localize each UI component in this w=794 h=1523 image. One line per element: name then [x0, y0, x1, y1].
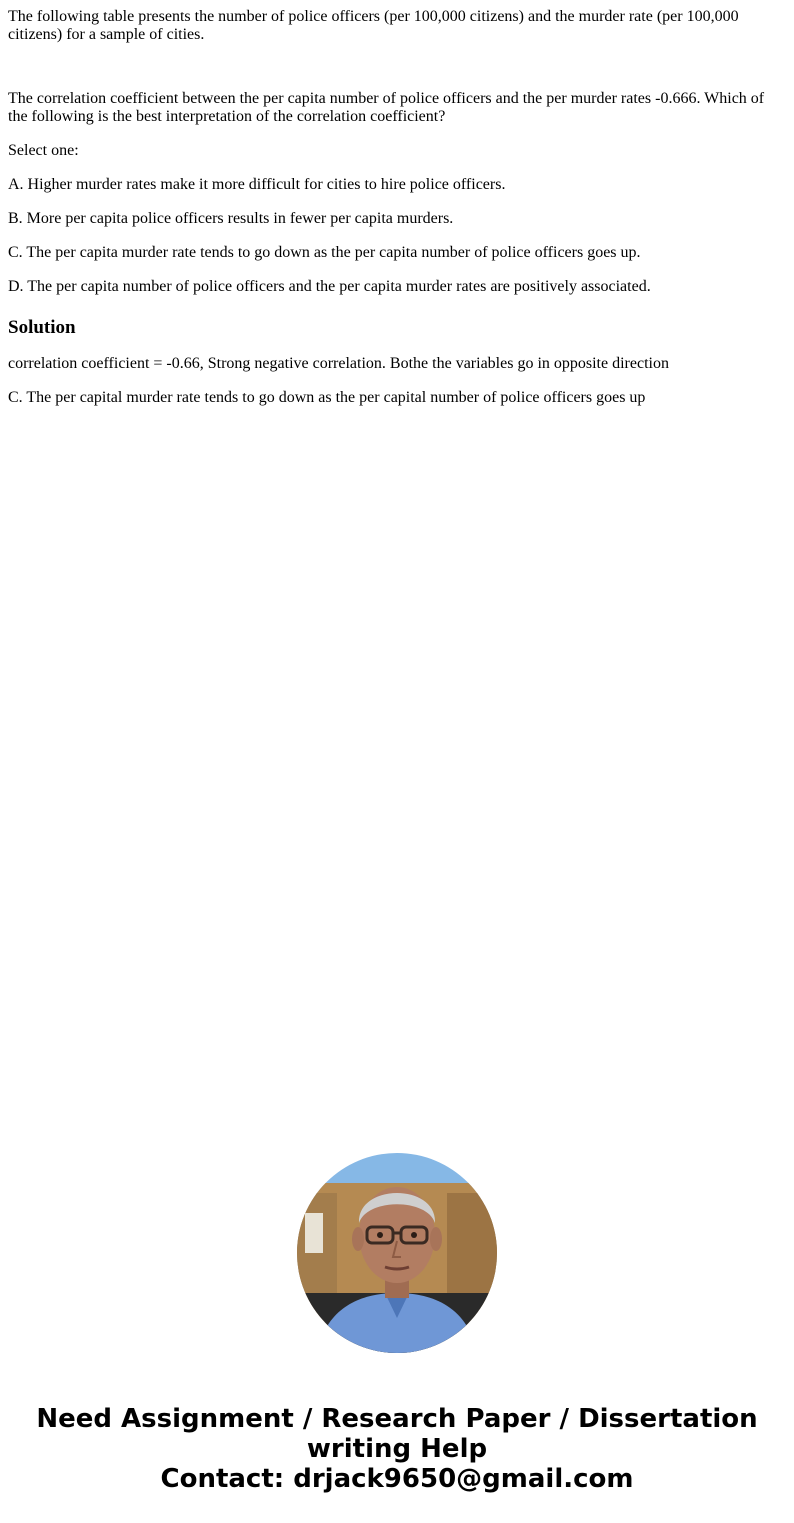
solution-line-2: C. The per capital murder rate tends to go down as the per capital number of police officers goes up [8, 389, 646, 406]
solution-heading: Solution [8, 317, 76, 338]
option-d: D. The per capita number of police officers and the per capita murder rates are positively associated. [8, 278, 651, 295]
contact-banner [0, 1404, 794, 1494]
option-a: A. Higher murder rates make it more difficult for cities to hire police officers. [8, 176, 506, 193]
banner-contact-email: Contact: drjack9650@gmail.com [160, 1464, 634, 1494]
select-label: Select one: [8, 142, 79, 159]
table-placeholder [8, 44, 778, 90]
question-prompt: The correlation coefficient between the per capita number of police officers and the per murder rates -0.666. Which of the following is the best interpretation of the correlation coefficient? [8, 90, 765, 125]
avatar-portrait-icon [297, 1153, 497, 1353]
solution-line-1: correlation coefficient = -0.66, Strong negative correlation. Bothe the variables go in opposite direction [8, 355, 669, 372]
option-c: C. The per capita murder rate tends to go down as the per capita number of police officers goes up. [8, 244, 641, 261]
question-intro: The following table presents the number of police officers (per 100,000 citizens) and the murder rate (per 100,000 citizens) for a sample of cities. [8, 8, 739, 43]
option-b: B. More per capita police officers results in fewer per capita murders. [8, 210, 454, 227]
banner-line-2: writing Help [306, 1434, 488, 1464]
document-body [8, 8, 778, 423]
banner-line-1: Need Assignment / Research Paper / Dissertation [36, 1404, 758, 1434]
author-avatar [297, 1153, 497, 1353]
